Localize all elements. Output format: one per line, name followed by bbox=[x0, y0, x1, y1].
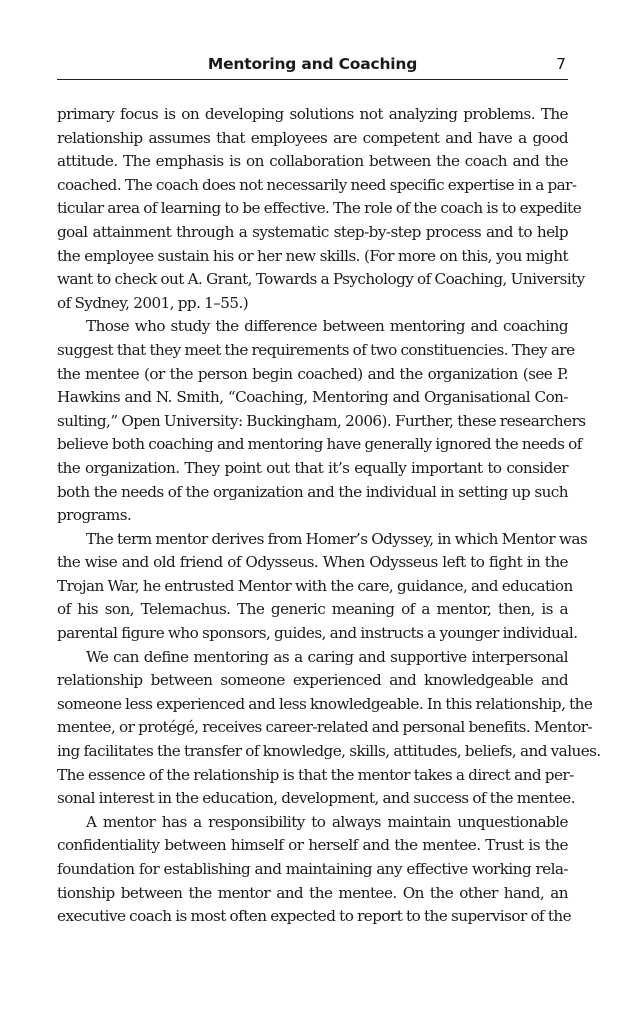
text-line: The term mentor derives from Homer’s Odyssey, in which Mentor was bbox=[86, 529, 588, 548]
text-line: goal attainment through a systematic step-by-step process and to help bbox=[57, 222, 568, 241]
text-line: tionship between the mentor and the mentee. On the other hand, an bbox=[57, 883, 568, 902]
text-line: foundation for establishing and maintaining any effective working rela- bbox=[57, 860, 568, 878]
header-rule bbox=[57, 79, 568, 80]
text-line: programs. bbox=[57, 506, 132, 525]
text-line: the organization. They point out that it’s equally important to consider bbox=[57, 458, 568, 477]
text-line: want to check out A. Grant, Towards a Psychology of Coaching, University bbox=[57, 270, 585, 289]
text-line: primary focus is on developing solutions not analyzing problems. The bbox=[57, 105, 568, 123]
paragraph bbox=[57, 811, 572, 929]
text-line: sulting,” Open University: Buckingham, 2006). Further, these researchers bbox=[57, 411, 586, 430]
text-line: of Sydney, 2001, pp. 1–55.) bbox=[57, 293, 249, 312]
body-text bbox=[57, 103, 601, 929]
text-line: mentee, or protégé, receives career-related and personal benefits. Mentor- bbox=[57, 718, 593, 737]
text-line: suggest that they meet the requirements of two constituencies. They are bbox=[57, 340, 575, 359]
text-line: ticular area of learning to be effective. The role of the coach is to expedite bbox=[57, 199, 582, 218]
running-title: Mentoring and Coaching bbox=[207, 55, 418, 73]
text-line: the employee sustain his or her new skills. (For more on this, you might bbox=[57, 246, 568, 265]
text-line: the wise and old friend of Odysseus. When Odysseus left to fight in the bbox=[57, 553, 568, 572]
text-line: both the needs of the organization and the individual in setting up such bbox=[57, 482, 568, 501]
text-line: attitude. The emphasis is on collaboration between the coach and the bbox=[57, 152, 568, 171]
text-line: ing facilitates the transfer of knowledge, skills, attitudes, beliefs, and values. bbox=[57, 742, 601, 761]
text-line: coached. The coach does not necessarily need specific expertise in a par- bbox=[57, 175, 577, 194]
paragraph bbox=[57, 315, 586, 527]
text-line: sonal interest in the education, development, and success of the mentee. bbox=[57, 789, 575, 808]
text-line: believe both coaching and mentoring have generally ignored the needs of bbox=[57, 435, 582, 454]
paragraph bbox=[57, 528, 588, 646]
running-header bbox=[57, 52, 568, 78]
text-line: Hawkins and N. Smith, “Coaching, Mentoring and Organisational Con- bbox=[57, 388, 568, 407]
page-number: 7 bbox=[556, 55, 566, 73]
text-line: relationship assumes that employees are competent and have a good bbox=[57, 128, 568, 147]
text-line: We can define mentoring as a caring and supportive interpersonal bbox=[86, 647, 568, 666]
text-line: of his son, Telemachus. The generic meaning of a mentor, then, is a bbox=[57, 600, 568, 619]
text-line: A mentor has a responsibility to always maintain unquestionable bbox=[86, 812, 568, 831]
text-line: relationship between someone experienced and knowledgeable and bbox=[57, 671, 568, 690]
text-line: confidentiality between himself or herself and the mentee. Trust is the bbox=[57, 836, 568, 855]
text-line: the mentee (or the person begin coached) and the organization (see P. bbox=[57, 364, 568, 383]
paragraph bbox=[57, 103, 585, 315]
text-line: The essence of the relationship is that the mentor takes a direct and per- bbox=[57, 765, 574, 784]
text-line: Trojan War, he entrusted Mentor with the care, guidance, and education bbox=[57, 576, 573, 595]
text-line: Those who study the difference between mentoring and coaching bbox=[86, 317, 568, 336]
text-line: executive coach is most often expected to report to the supervisor of the bbox=[57, 907, 572, 926]
text-line: parental figure who sponsors, guides, and instructs a younger individual. bbox=[57, 624, 578, 643]
text-line: someone less experienced and less knowledgeable. In this relationship, the bbox=[57, 694, 593, 713]
paragraph bbox=[57, 646, 601, 811]
